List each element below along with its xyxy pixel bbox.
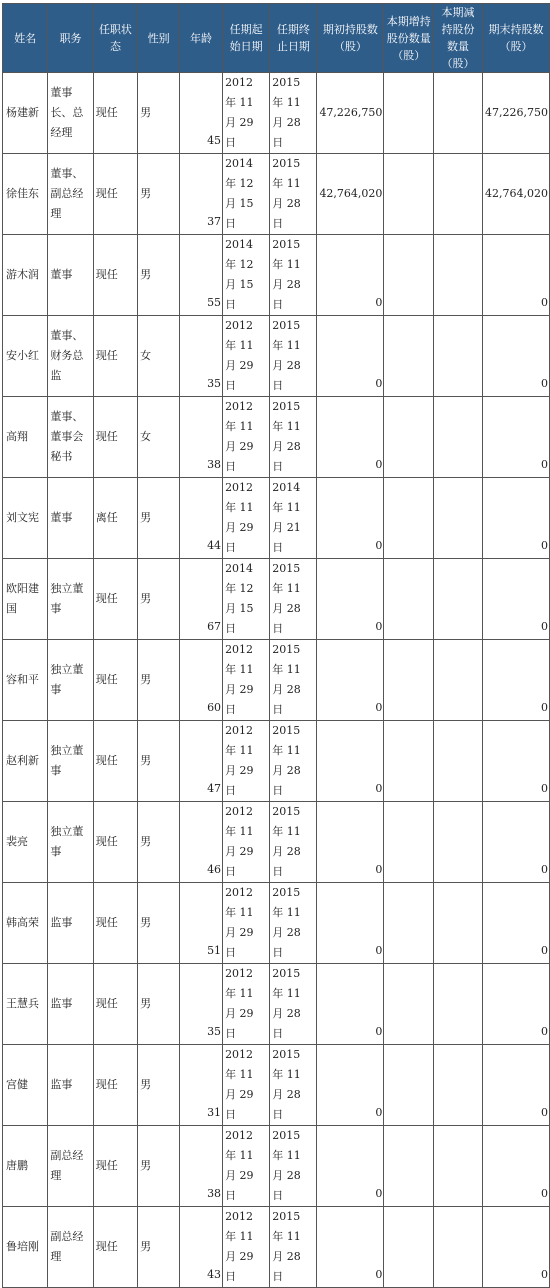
cell-increase-shares — [384, 964, 434, 1045]
cell-start-date: 2014 年 12 月 15 日 — [223, 235, 270, 316]
cell-end-date: 2015 年 11 月 28 日 — [270, 883, 317, 964]
header-gender: 性别 — [138, 4, 180, 73]
header-start-date: 任期起始日期 — [223, 4, 270, 73]
cell-decrease-shares — [434, 1126, 483, 1207]
cell-decrease-shares — [434, 559, 483, 640]
cell-decrease-shares — [434, 640, 483, 721]
cell-begin-shares: 0 — [317, 559, 384, 640]
cell-gender: 男 — [138, 1045, 180, 1126]
table-row — [3, 316, 550, 397]
table-row — [3, 478, 550, 559]
cell-end-shares: 0 — [482, 1207, 549, 1288]
cell-title: 监事 — [48, 1045, 93, 1126]
cell-title: 独立董事 — [48, 721, 93, 802]
cell-status: 现任 — [93, 235, 137, 316]
table-row — [3, 802, 550, 883]
cell-title: 董事、副总经理 — [48, 154, 93, 235]
cell-title: 监事 — [48, 964, 93, 1045]
cell-end-shares: 0 — [482, 802, 549, 883]
cell-begin-shares: 0 — [317, 1045, 384, 1126]
cell-status: 现任 — [93, 397, 137, 478]
cell-gender: 男 — [138, 964, 180, 1045]
cell-decrease-shares — [434, 964, 483, 1045]
cell-name: 杨建新 — [3, 73, 48, 154]
cell-increase-shares — [384, 802, 434, 883]
cell-increase-shares — [384, 478, 434, 559]
cell-name: 唐鹏 — [3, 1126, 48, 1207]
cell-name: 裴亮 — [3, 802, 48, 883]
cell-status: 现任 — [93, 73, 137, 154]
cell-age: 45 — [180, 73, 223, 154]
cell-begin-shares: 0 — [317, 1126, 384, 1207]
cell-gender: 男 — [138, 721, 180, 802]
cell-gender: 男 — [138, 73, 180, 154]
cell-status: 现任 — [93, 154, 137, 235]
cell-decrease-shares — [434, 154, 483, 235]
cell-gender: 男 — [138, 154, 180, 235]
cell-begin-shares: 0 — [317, 883, 384, 964]
cell-increase-shares — [384, 235, 434, 316]
table-row — [3, 397, 550, 478]
cell-gender: 男 — [138, 559, 180, 640]
header-name: 姓名 — [3, 4, 48, 73]
cell-age: 43 — [180, 1207, 223, 1288]
cell-age: 31 — [180, 1045, 223, 1126]
cell-end-shares: 0 — [482, 235, 549, 316]
table-row — [3, 640, 550, 721]
cell-end-date: 2015 年 11 月 28 日 — [270, 559, 317, 640]
cell-decrease-shares — [434, 73, 483, 154]
cell-age: 46 — [180, 802, 223, 883]
cell-title: 副总经理 — [48, 1207, 93, 1288]
cell-name: 高翔 — [3, 397, 48, 478]
cell-end-date: 2015 年 11 月 28 日 — [270, 802, 317, 883]
cell-increase-shares — [384, 640, 434, 721]
header-begin-shares: 期初持股数（股） — [317, 4, 384, 73]
cell-decrease-shares — [434, 1207, 483, 1288]
cell-age: 51 — [180, 883, 223, 964]
cell-begin-shares: 0 — [317, 964, 384, 1045]
table-row — [3, 154, 550, 235]
cell-age: 37 — [180, 154, 223, 235]
cell-end-date: 2015 年 11 月 28 日 — [270, 73, 317, 154]
cell-name: 赵利新 — [3, 721, 48, 802]
cell-begin-shares: 0 — [317, 640, 384, 721]
cell-title: 董事 — [48, 478, 93, 559]
cell-begin-shares: 0 — [317, 802, 384, 883]
cell-end-shares: 0 — [482, 640, 549, 721]
cell-increase-shares — [384, 559, 434, 640]
table-header-row — [3, 4, 550, 73]
cell-gender: 男 — [138, 802, 180, 883]
header-title: 职务 — [48, 4, 93, 73]
cell-name: 游木润 — [3, 235, 48, 316]
cell-begin-shares: 0 — [317, 1207, 384, 1288]
cell-gender: 男 — [138, 235, 180, 316]
table-row — [3, 721, 550, 802]
cell-end-shares: 47,226,750 — [482, 73, 549, 154]
cell-age: 44 — [180, 478, 223, 559]
shareholding-table-container — [2, 3, 550, 1288]
cell-increase-shares — [384, 721, 434, 802]
cell-decrease-shares — [434, 235, 483, 316]
cell-status: 现任 — [93, 1126, 137, 1207]
cell-end-date: 2015 年 11 月 28 日 — [270, 397, 317, 478]
cell-status: 现任 — [93, 1045, 137, 1126]
cell-name: 鲁培刚 — [3, 1207, 48, 1288]
cell-end-shares: 0 — [482, 883, 549, 964]
cell-age: 38 — [180, 397, 223, 478]
cell-title: 独立董事 — [48, 559, 93, 640]
cell-end-shares: 0 — [482, 964, 549, 1045]
cell-status: 现任 — [93, 559, 137, 640]
cell-name: 宫健 — [3, 1045, 48, 1126]
cell-start-date: 2012 年 11 月 29 日 — [223, 1045, 270, 1126]
table-row — [3, 73, 550, 154]
cell-begin-shares: 0 — [317, 721, 384, 802]
table-row — [3, 964, 550, 1045]
header-status: 任职状态 — [93, 4, 137, 73]
cell-decrease-shares — [434, 397, 483, 478]
cell-name: 欧阳建国 — [3, 559, 48, 640]
cell-start-date: 2014 年 12 月 15 日 — [223, 154, 270, 235]
cell-end-shares: 0 — [482, 478, 549, 559]
cell-status: 现任 — [93, 721, 137, 802]
cell-status: 现任 — [93, 316, 137, 397]
cell-decrease-shares — [434, 883, 483, 964]
table-row — [3, 235, 550, 316]
cell-end-shares: 0 — [482, 559, 549, 640]
cell-status: 现任 — [93, 883, 137, 964]
header-age: 年龄 — [180, 4, 223, 73]
cell-gender: 男 — [138, 1126, 180, 1207]
cell-end-date: 2015 年 11 月 28 日 — [270, 1207, 317, 1288]
cell-status: 现任 — [93, 964, 137, 1045]
cell-name: 韩高荣 — [3, 883, 48, 964]
cell-end-shares: 0 — [482, 1126, 549, 1207]
cell-title: 董事、董事会秘书 — [48, 397, 93, 478]
cell-begin-shares: 0 — [317, 316, 384, 397]
cell-end-date: 2015 年 11 月 28 日 — [270, 964, 317, 1045]
cell-status: 离任 — [93, 478, 137, 559]
cell-end-shares: 0 — [482, 397, 549, 478]
cell-name: 刘文宪 — [3, 478, 48, 559]
cell-increase-shares — [384, 397, 434, 478]
cell-increase-shares — [384, 316, 434, 397]
cell-gender: 男 — [138, 640, 180, 721]
cell-age: 67 — [180, 559, 223, 640]
cell-gender: 男 — [138, 1207, 180, 1288]
table-row — [3, 1045, 550, 1126]
cell-start-date: 2012 年 11 月 29 日 — [223, 397, 270, 478]
cell-age: 55 — [180, 235, 223, 316]
cell-end-shares: 42,764,020 — [482, 154, 549, 235]
cell-increase-shares — [384, 73, 434, 154]
header-end-shares: 期末持股数（股） — [482, 4, 549, 73]
cell-end-date: 2015 年 11 月 28 日 — [270, 316, 317, 397]
cell-start-date: 2014 年 12 月 15 日 — [223, 559, 270, 640]
table-row — [3, 559, 550, 640]
cell-status: 现任 — [93, 802, 137, 883]
cell-end-date: 2015 年 11 月 28 日 — [270, 640, 317, 721]
cell-decrease-shares — [434, 1045, 483, 1126]
cell-gender: 女 — [138, 397, 180, 478]
cell-name: 徐佳东 — [3, 154, 48, 235]
cell-title: 副总经理 — [48, 1126, 93, 1207]
cell-status: 现任 — [93, 1207, 137, 1288]
cell-start-date: 2012 年 11 月 29 日 — [223, 73, 270, 154]
cell-age: 35 — [180, 316, 223, 397]
cell-increase-shares — [384, 1126, 434, 1207]
cell-age: 38 — [180, 1126, 223, 1207]
cell-end-date: 2015 年 11 月 28 日 — [270, 1126, 317, 1207]
table-row — [3, 1126, 550, 1207]
cell-end-shares: 0 — [482, 316, 549, 397]
cell-decrease-shares — [434, 316, 483, 397]
cell-start-date: 2012 年 11 月 29 日 — [223, 1126, 270, 1207]
cell-begin-shares: 0 — [317, 235, 384, 316]
table-row — [3, 883, 550, 964]
cell-end-date: 2015 年 11 月 28 日 — [270, 154, 317, 235]
table-body — [3, 73, 550, 1288]
cell-decrease-shares — [434, 802, 483, 883]
cell-title: 董事长、总经理 — [48, 73, 93, 154]
table-row — [3, 1207, 550, 1288]
cell-age: 47 — [180, 721, 223, 802]
header-increase-shares: 本期增持股份数量（股） — [384, 4, 434, 73]
cell-end-date: 2015 年 11 月 28 日 — [270, 1045, 317, 1126]
cell-title: 独立董事 — [48, 640, 93, 721]
cell-begin-shares: 0 — [317, 478, 384, 559]
cell-increase-shares — [384, 883, 434, 964]
cell-start-date: 2012 年 11 月 29 日 — [223, 721, 270, 802]
cell-gender: 女 — [138, 316, 180, 397]
cell-end-shares: 0 — [482, 721, 549, 802]
cell-end-date: 2015 年 11 月 28 日 — [270, 721, 317, 802]
shareholding-table — [2, 3, 550, 1288]
cell-increase-shares — [384, 1045, 434, 1126]
cell-increase-shares — [384, 1207, 434, 1288]
cell-name: 王慧兵 — [3, 964, 48, 1045]
cell-start-date: 2012 年 11 月 29 日 — [223, 478, 270, 559]
cell-begin-shares: 0 — [317, 397, 384, 478]
cell-start-date: 2012 年 11 月 29 日 — [223, 316, 270, 397]
cell-start-date: 2012 年 11 月 29 日 — [223, 964, 270, 1045]
cell-decrease-shares — [434, 478, 483, 559]
cell-start-date: 2012 年 11 月 29 日 — [223, 640, 270, 721]
cell-begin-shares: 47,226,750 — [317, 73, 384, 154]
cell-title: 董事 — [48, 235, 93, 316]
cell-title: 监事 — [48, 883, 93, 964]
cell-status: 现任 — [93, 640, 137, 721]
cell-title: 董事、财务总监 — [48, 316, 93, 397]
cell-end-date: 2014 年 11 月 21 日 — [270, 478, 317, 559]
cell-name: 容和平 — [3, 640, 48, 721]
cell-age: 35 — [180, 964, 223, 1045]
cell-decrease-shares — [434, 721, 483, 802]
cell-age: 60 — [180, 640, 223, 721]
header-end-date: 任期终止日期 — [270, 4, 317, 73]
cell-name: 安小红 — [3, 316, 48, 397]
cell-begin-shares: 42,764,020 — [317, 154, 384, 235]
cell-start-date: 2012 年 11 月 29 日 — [223, 1207, 270, 1288]
cell-title: 独立董事 — [48, 802, 93, 883]
header-decrease-shares: 本期减持股份数量（股） — [434, 4, 483, 73]
cell-end-date: 2015 年 11 月 28 日 — [270, 235, 317, 316]
cell-end-shares: 0 — [482, 1045, 549, 1126]
cell-increase-shares — [384, 154, 434, 235]
cell-start-date: 2012 年 11 月 29 日 — [223, 802, 270, 883]
cell-gender: 男 — [138, 883, 180, 964]
cell-start-date: 2012 年 11 月 29 日 — [223, 883, 270, 964]
cell-gender: 男 — [138, 478, 180, 559]
